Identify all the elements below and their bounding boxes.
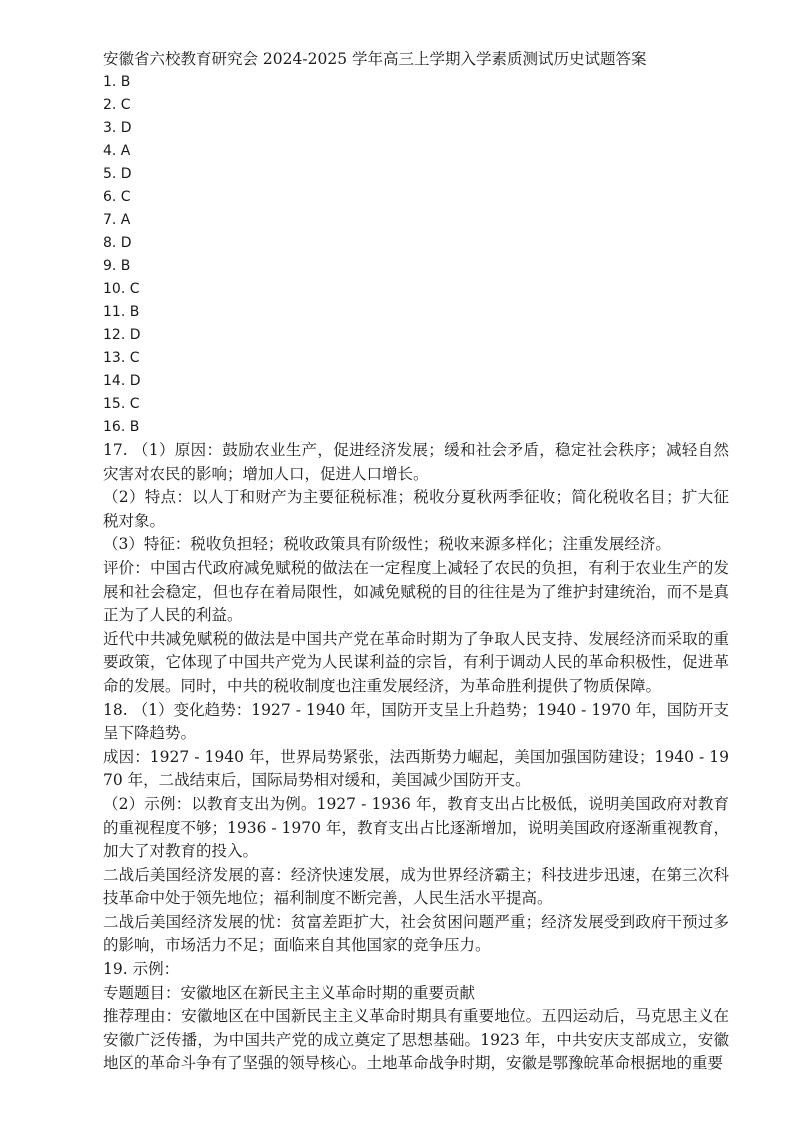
answer-item: 15. C	[103, 396, 140, 412]
q18-worries: 二战后美国经济发展的忧：贫富差距扩大，社会贫困问题严重；经济发展受到政府干预过多的影响，市场活力不足；面临来自其他国家的竞争压力。	[103, 912, 729, 955]
answer-item: 5. D	[103, 166, 132, 182]
q19-topic: 专题题目：安徽地区在新民主主义革命时期的重要贡献	[103, 983, 476, 1002]
answer-item: 14. D	[103, 373, 141, 389]
q17-reasons: 17. （1）原因：鼓励农业生产，促进经济发展；缓和社会矛盾，稳定社会秩序；减轻自然灾害对农民的影响；增加人口，促进人口增长。	[103, 441, 729, 483]
essay-answers	[103, 439, 729, 1076]
answer-item: 12. D	[103, 327, 141, 343]
q18-trend: 18. （1）变化趋势：1927 - 1940 年，国防开支呈上升趋势；1940 - 1970 年，国防开支呈下降趋势。	[103, 700, 729, 743]
q17-characteristics: （3）特征：税收负担轻；税收政策具有阶级性；税收来源多样化；注重发展经济。	[103, 535, 671, 554]
q19-heading: 19. 示例：	[103, 960, 180, 979]
answer-item: 10. C	[103, 281, 140, 297]
answer-item: 8. D	[103, 235, 132, 251]
multiple-choice-answers	[103, 71, 729, 439]
answer-item: 4. A	[103, 143, 131, 159]
q18-causes: 成因：1927 - 1940 年，世界局势紧张，法西斯势力崛起，美国加强国防建设；1940 - 1970 年，二战结束后，国际局势相对缓和，美国减少国防开支。	[103, 747, 729, 790]
q17-features: （2）特点：以人丁和财产为主要征税标准；税收分夏秋两季征收；简化税收名目；扩大征税对象。	[103, 488, 729, 530]
answer-item: 9. B	[103, 258, 131, 274]
answer-item: 6. C	[103, 189, 131, 205]
q17-evaluation: 评价：中国古代政府减免赋税的做法在一定程度上减轻了农民的负担，有利于农业生产的发展和社会稳定，但也存在着局限性，如减免赋税的目的往往是为了维护封建统治，而不是真正为了人民的利益。	[103, 558, 729, 625]
answer-sheet	[103, 48, 729, 1076]
answer-item: 7. A	[103, 212, 131, 228]
answer-item: 2. C	[103, 97, 131, 113]
q19-reason: 推荐理由：安徽地区在中国新民主主义革命时期具有重要地位。五四运动后，马克思主义在安徽广泛传播，为中国共产党的成立奠定了思想基础。1923 年，中共安庆支部成立，安徽地区的革命斗争有了坚强的领导核心。土地革命战争时期，安徽是鄂豫皖革命根据地的重要	[103, 1007, 729, 1073]
answer-item: 3. D	[103, 120, 132, 136]
answer-item: 1. B	[103, 74, 131, 90]
answer-item: 11. B	[103, 304, 140, 320]
document-title: 安徽省六校教育研究会 2024-2025 学年高三上学期入学素质测试历史试题答案	[103, 50, 647, 68]
answer-item: 13. C	[103, 350, 140, 366]
q18-joys: 二战后美国经济发展的喜：经济快速发展，成为世界经济霸主；科技进步迅速，在第三次科技革命中处于领先地位；福利制度不断完善，人民生活水平提高。	[103, 865, 729, 908]
answer-item: 16. B	[103, 419, 140, 435]
q17-modern-cpc: 近代中共减免赋税的做法是中国共产党在革命时期为了争取人民支持、发展经济而采取的重要政策，它体现了中国共产党为人民谋利益的宗旨，有利于调动人民的革命积极性，促进革命的发展。同时，中共的税收制度也注重发展经济，为革命胜利提供了物质保障。	[103, 629, 729, 695]
q18-example: （2）示例：以教育支出为例。1927 - 1936 年，教育支出占比极低，说明美国政府对教育的重视程度不够；1936 - 1970 年，教育支出占比逐渐增加，说明美国政府逐渐重视教育，加大了对教育的投入。	[103, 794, 729, 861]
